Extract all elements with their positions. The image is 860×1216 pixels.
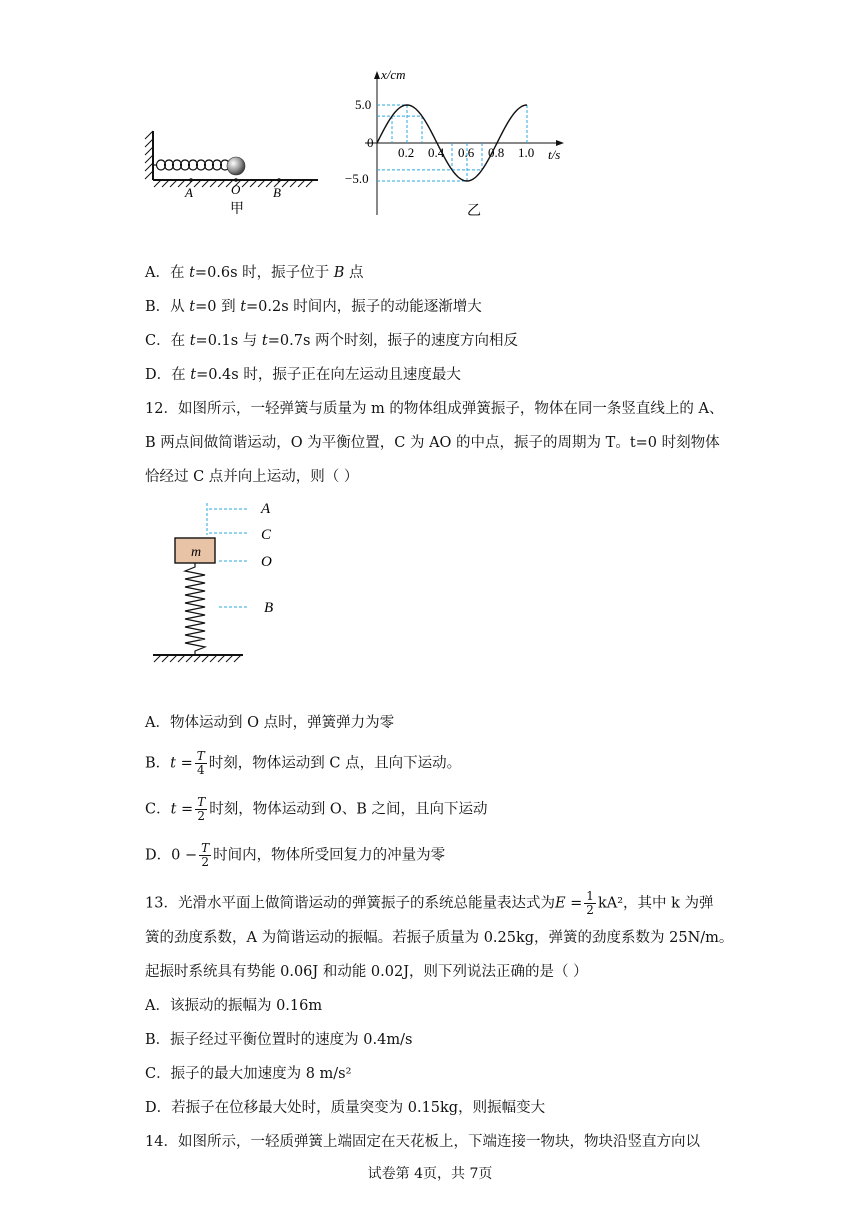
caption-yi: 乙 [467,204,481,219]
x-axis-arrow [556,140,564,146]
q12-stem-line-2: B 两点间做简谐运动，O 为平衡位置，C 为 AO 的中点，振子的周期为 T。t=0 时刻物体 [145,435,720,451]
label-a: A [185,185,193,200]
spring-coils [153,160,230,170]
y-axis-arrow [374,71,380,79]
label-o: O [261,554,272,570]
q14-stem-line-1: 14．如图所示，一轻质弹簧上端固定在天花板上，下端连接一物块，物块沿竖直方向以 [145,1134,700,1150]
q13-option-c: C．振子的最大加速度为 8 m/s² [145,1066,352,1082]
displacement-time-chart [335,65,580,225]
ground-hatch [154,655,241,662]
origin-label: 0 [367,135,374,150]
q13-option-d: D．若振子在位移最大处时，质量突变为 0.15kg，则振幅变大 [145,1100,546,1116]
vertical-spring-diagram [145,495,295,670]
q13-stem-line-1: 13．光滑水平面上做简谐运动的弹簧振子的系统总能量表达式为E = $\frac{1}{2}$ kA²，其中 k 为弹 [145,889,714,917]
figure-vertical-spring [145,495,295,670]
x-tick-label: 0.6 [458,145,475,160]
spring-zigzag [185,563,205,655]
page-footer: 试卷第 4页，共 7页 [367,1166,493,1182]
q13-option-b: B．振子经过平衡位置时的速度为 0.4m/s [145,1032,413,1048]
q11-option-d: D．在 t=0.4s 时，振子正在向左运动且速度最大 [145,367,461,383]
q11-option-c: C．在 t=0.1s 与 t=0.7s 两个时刻，振子的速度方向相反 [145,333,519,349]
y-axis-label: x/cm [381,67,406,82]
x-tick-label: 0.8 [488,145,505,160]
x-tick-label: 0.4 [428,145,445,160]
x-tick-label: 1.0 [518,145,535,160]
figure-jia [140,125,330,225]
label-c: C [261,527,272,543]
q12-option-d: D．0 − $\frac{T}{2}$ 时间内，物体所受回复力的冲量为零 [145,841,446,869]
label-b: B [273,185,281,200]
ball [227,157,245,175]
q13-stem-line-2: 簧的劲度系数，A 为简谐运动的振幅。若振子质量为 0.25kg，弹簧的劲度系数为 25N/m。 [145,930,734,946]
label-b: B [264,600,274,616]
q12-option-b: B．t = $\frac{T}{4}$ 时刻，物体运动到 C 点，且向下运动。 [145,749,462,777]
figure-yi [335,65,580,225]
point-b-dot [277,178,281,182]
q12-stem-line-1: 12．如图所示，一轻弹簧与质量为 m 的物体组成弹簧振子，物体在同一条竖直线上的 A、 [145,401,724,417]
mass-label: m [191,545,202,560]
q13-stem-line-3: 起振时系统具有势能 0.06J 和动能 0.02J，则下列说法正确的是（ ） [145,964,588,980]
label-a: A [261,501,271,517]
x-tick-labels [398,145,534,160]
label-o: O [231,182,241,197]
x-tick-label: 0.2 [398,145,415,160]
caption-jia: 甲 [230,202,244,217]
q12-option-a: A．物体运动到 O 点时，弹簧弹力为零 [145,715,395,731]
q11-option-a: A．在 t=0.6s 时，振子位于 B 点 [145,265,364,281]
x-axis-label: t/s [548,147,561,162]
y-tick-neg: −5.0 [345,171,369,186]
spring-oscillator-horizontal-diagram [140,125,330,225]
wall-hatch [145,131,153,179]
q12-option-c: C．t = $\frac{T}{2}$ 时刻，物体运动到 O、B 之间，且向下运动 [145,795,488,823]
y-tick-pos: 5.0 [355,97,372,112]
q12-stem-line-3: 恰经过 C 点并向上运动，则（ ） [145,469,359,485]
q13-option-a: A．该振动的振幅为 0.16m [145,998,323,1014]
point-a-dot [189,178,193,182]
q11-option-b: B．从 t=0 到 t=0.2s 时间内，振子的动能逐渐增大 [145,299,482,315]
